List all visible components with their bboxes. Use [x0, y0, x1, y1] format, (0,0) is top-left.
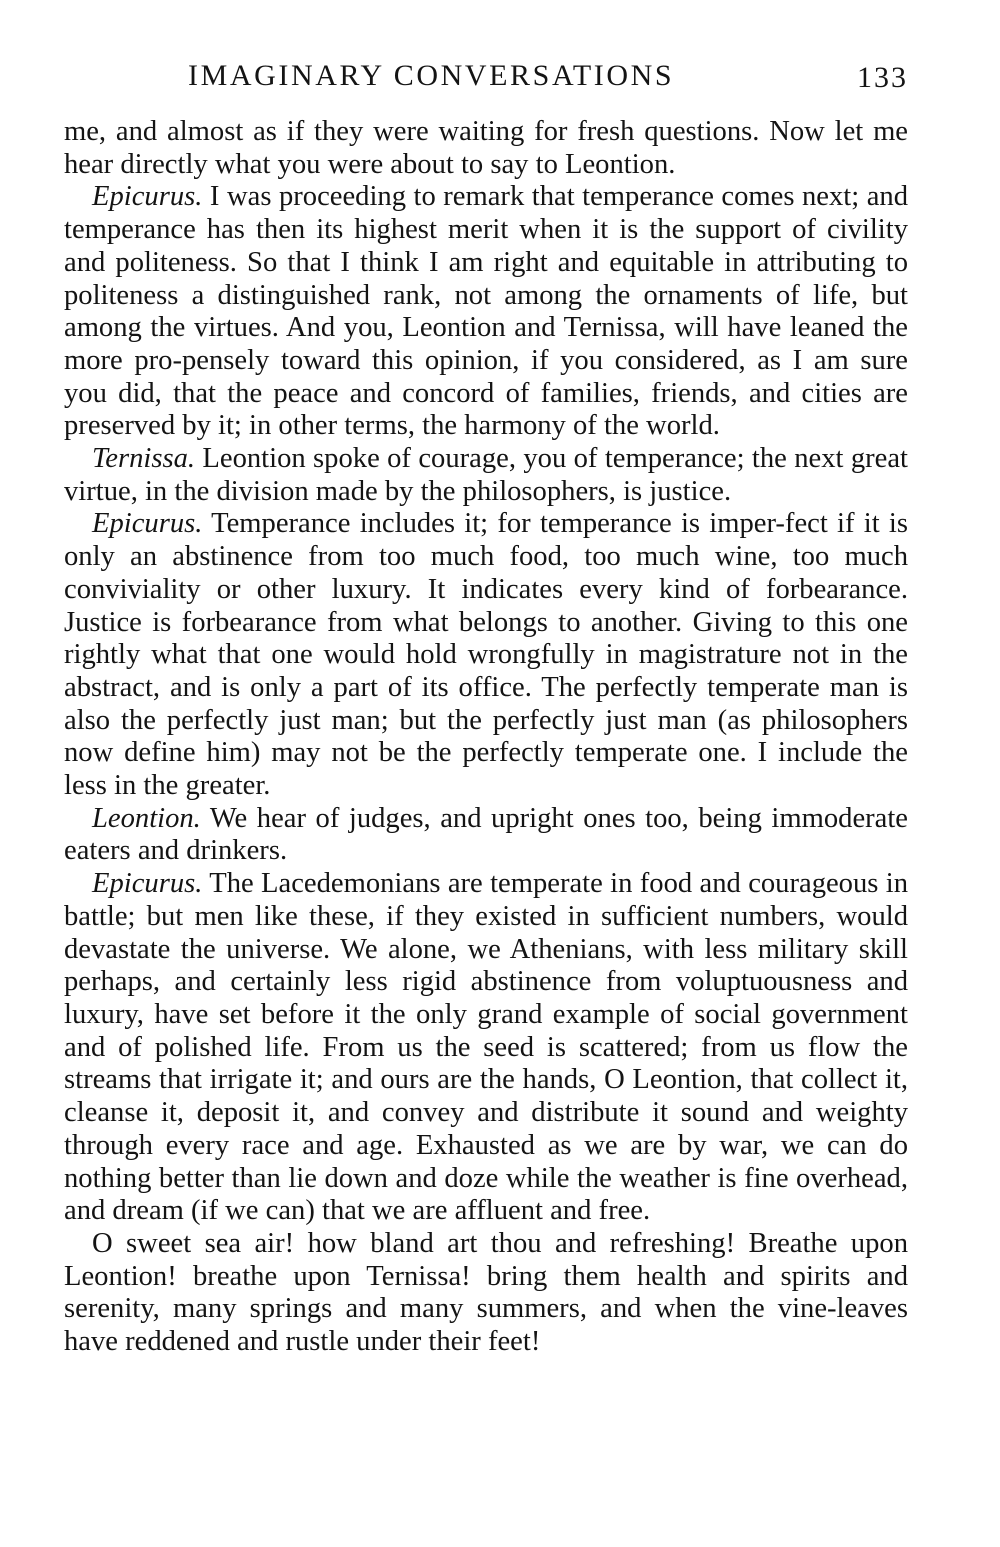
paragraph-epicurus-athenians	[64, 868, 908, 1228]
paragraph-text: Temperance includes it; for temperance is imper-fect if it is only an abstinence from too much food, too much wine, too much conviviality or other luxury. It indicates every kind of forbearance. Justice is forbearance from what belongs to another. Giving to this one rightly what that one would hold wrongfully in magistrature not in the abstract, and is only a part of its office. The perfectly temperate man is also the perfectly just man; but the perfectly just man (as philosophers now define him) may not be the perfectly temperate one. I include the less in the greater.	[64, 508, 908, 802]
speaker-name: Leontion.	[92, 802, 201, 834]
paragraph-text: We hear of judges, and upright ones too, being immoderate eaters and drinkers.	[64, 802, 908, 867]
paragraph-sea-air	[64, 1228, 908, 1359]
paragraph-epicurus-temperance	[64, 181, 908, 443]
paragraph-continuation	[64, 116, 908, 181]
paragraph-epicurus-forbearance	[64, 508, 908, 802]
paragraph-text: O sweet sea air! how bland art thou and refreshing! Breathe upon Leontion! breathe upon Ternissa! bring them health and spirits and serenity, many springs and many summers, and when the vine-leaves have reddened and rustle under their feet!	[64, 1227, 908, 1358]
speaker-name: Ternissa.	[92, 443, 196, 475]
running-title: IMAGINARY CONVERSATIONS	[188, 59, 675, 92]
page-number: 133	[857, 61, 908, 94]
paragraph-text: I was proceeding to remark that temperance comes next; and temperance has then its highest merit when it is the support of civility and politeness. So that I think I am right and equitable in attributing to politeness a distinguished rank, not among the ornaments of life, but among the virtues. And you, Leontion and Ternissa, will have leaned the more pro-pensely toward this opinion, if you considered, as I am sure you did, that the peace and concord of families, friends, and cities are preserved by it; in other terms, the harmony of the world.	[64, 181, 908, 442]
running-head	[64, 56, 908, 116]
paragraph-text: Leontion spoke of courage, you of temperance; the next great virtue, in the division made by the philosophers, is justice.	[64, 443, 908, 507]
speaker-name: Epicurus.	[92, 508, 203, 540]
body-text	[64, 116, 908, 1359]
paragraph-leontion-judges	[64, 803, 908, 868]
paragraph-text: The Lacedemonians are temperate in food and courageous in battle; but men like these, if they existed in sufficient numbers, would devastate the universe. We alone, we Athenians, with less military skill perhaps, and certainly less rigid abstinence from voluptuousness and luxury, have set before it the only grand example of social government and of polished life. From us the seed is scattered; from us flow the streams that irrigate it; and ours are the hands, O Leontion, that collect it, cleanse it, deposit it, and convey and distribute it sound and weighty through every race and age. Exhausted as we are by war, we can do nothing better than lie down and doze while the weather is fine overhead, and dream (if we can) that we are affluent and free.	[64, 868, 908, 1227]
paragraph-text: me, and almost as if they were waiting for fresh questions. Now let me hear directly what you were about to say to Leontion.	[64, 116, 908, 180]
paragraph-ternissa-justice	[64, 443, 908, 508]
book-page	[64, 56, 908, 1536]
speaker-name: Epicurus.	[92, 868, 203, 900]
speaker-name: Epicurus.	[92, 181, 203, 213]
